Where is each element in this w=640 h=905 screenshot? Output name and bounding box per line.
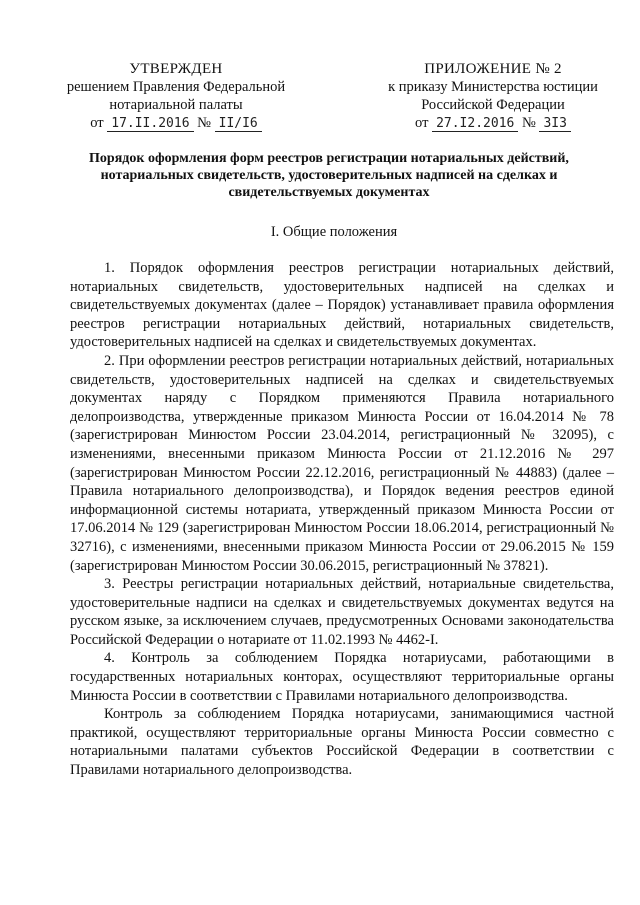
appendix-from-label: от xyxy=(415,115,429,131)
section-title: I. Общие положения xyxy=(270,224,398,240)
paragraph-1: 1. Порядок оформления реестров регистрации нотариальных действий, нотариальных свидетельств, удостоверительных надписей на сделках и свидетельствуемых документах (далее – Порядок) устанавливает правила оформления реестров регистрации нотариальных действий, нотариальных свидетельств, удостоверительных надписей на сделках и свидетельствуемых документах. xyxy=(70,260,614,351)
approval-from-label: от xyxy=(90,115,104,131)
approval-title: УТВЕРЖДЕН xyxy=(129,61,223,77)
appendix-title: ПРИЛОЖЕНИЕ № 2 xyxy=(424,61,562,77)
approval-date-line xyxy=(56,114,296,132)
paragraph-5: Контроль за соблюдением Порядка нотариусами, занимающимися частной практикой, осуществляют территориальные органы Минюста России совместно с нотариальными палатами субъектов Российской Федерации в соответствии с Правилами нотариального делопроизводства. xyxy=(70,706,614,779)
paragraph-4: 4. Контроль за соблюдением Порядка нотариусами, работающими в государственных нотариальных конторах, осуществляют территориальные органы Минюста России в соответствии с Правилами нотариального делопроизводства. xyxy=(70,650,614,704)
appendix-line-1: к приказу Министерства юстиции xyxy=(388,79,598,95)
appendix-date: 27.I2.2016 xyxy=(432,116,518,132)
appendix-block xyxy=(368,60,618,132)
approval-number: II/I6 xyxy=(215,116,262,132)
document-body xyxy=(70,259,614,780)
appendix-line-2: Российской Федерации xyxy=(421,97,565,113)
paragraph-2: 2. При оформлении реестров регистрации нотариальных действий, нотариальных свидетельств, удостоверительных надписей на сделках и свидетельствуемых документах наряду с Порядком применяются Правила нотариального делопроизводства, утвержденные приказом Минюста России от 16.04.2014 № 78 (зарегистрирован Минюстом России 23.04.2014, регистрационный № 32095), с изменениями, внесенными приказом Минюста России от 21.12.2016 № 297 (зарегистрирован Минюстом России 22.12.2016, регистрационный № 44883) (далее – Правила нотариального делопроизводства), и Порядок ведения реестров единой информационной системы нотариата, утвержденный приказом Минюста России от 17.06.2014 № 129 (зарегистрирован Минюстом России 18.06.2014, регистрационный № 32716), с изменениями, внесенными приказом Минюста России от 29.06.2015 № 159 (зарегистрирован Минюстом России 30.06.2015, регистрационный № 37821). xyxy=(70,352,614,574)
document-title: Порядок оформления форм реестров регистрации нотариальных действий, нотариальных свидетельств, удостоверительных надписей на сделках и свидетельствуемых документах xyxy=(89,151,569,200)
approval-line-2: нотариальной палаты xyxy=(109,97,243,113)
approval-date: 17.II.2016 xyxy=(107,116,193,132)
appendix-date-line xyxy=(368,114,618,132)
approval-number-label: № xyxy=(197,115,211,131)
appendix-number: 3I3 xyxy=(539,116,570,132)
appendix-number-label: № xyxy=(521,115,536,131)
approval-block xyxy=(56,60,296,132)
paragraph-3: 3. Реестры регистрации нотариальных действий, нотариальные свидетельства, удостоверительные надписи на сделках и свидетельствуемых документах ведутся на русском языке, за исключением случаев, предусмотренных Основами законодательства Российской Федерации о нотариате от 11.02.1993 № 4462-I. xyxy=(70,576,614,648)
approval-line-1: решением Правления Федеральной xyxy=(66,79,286,95)
